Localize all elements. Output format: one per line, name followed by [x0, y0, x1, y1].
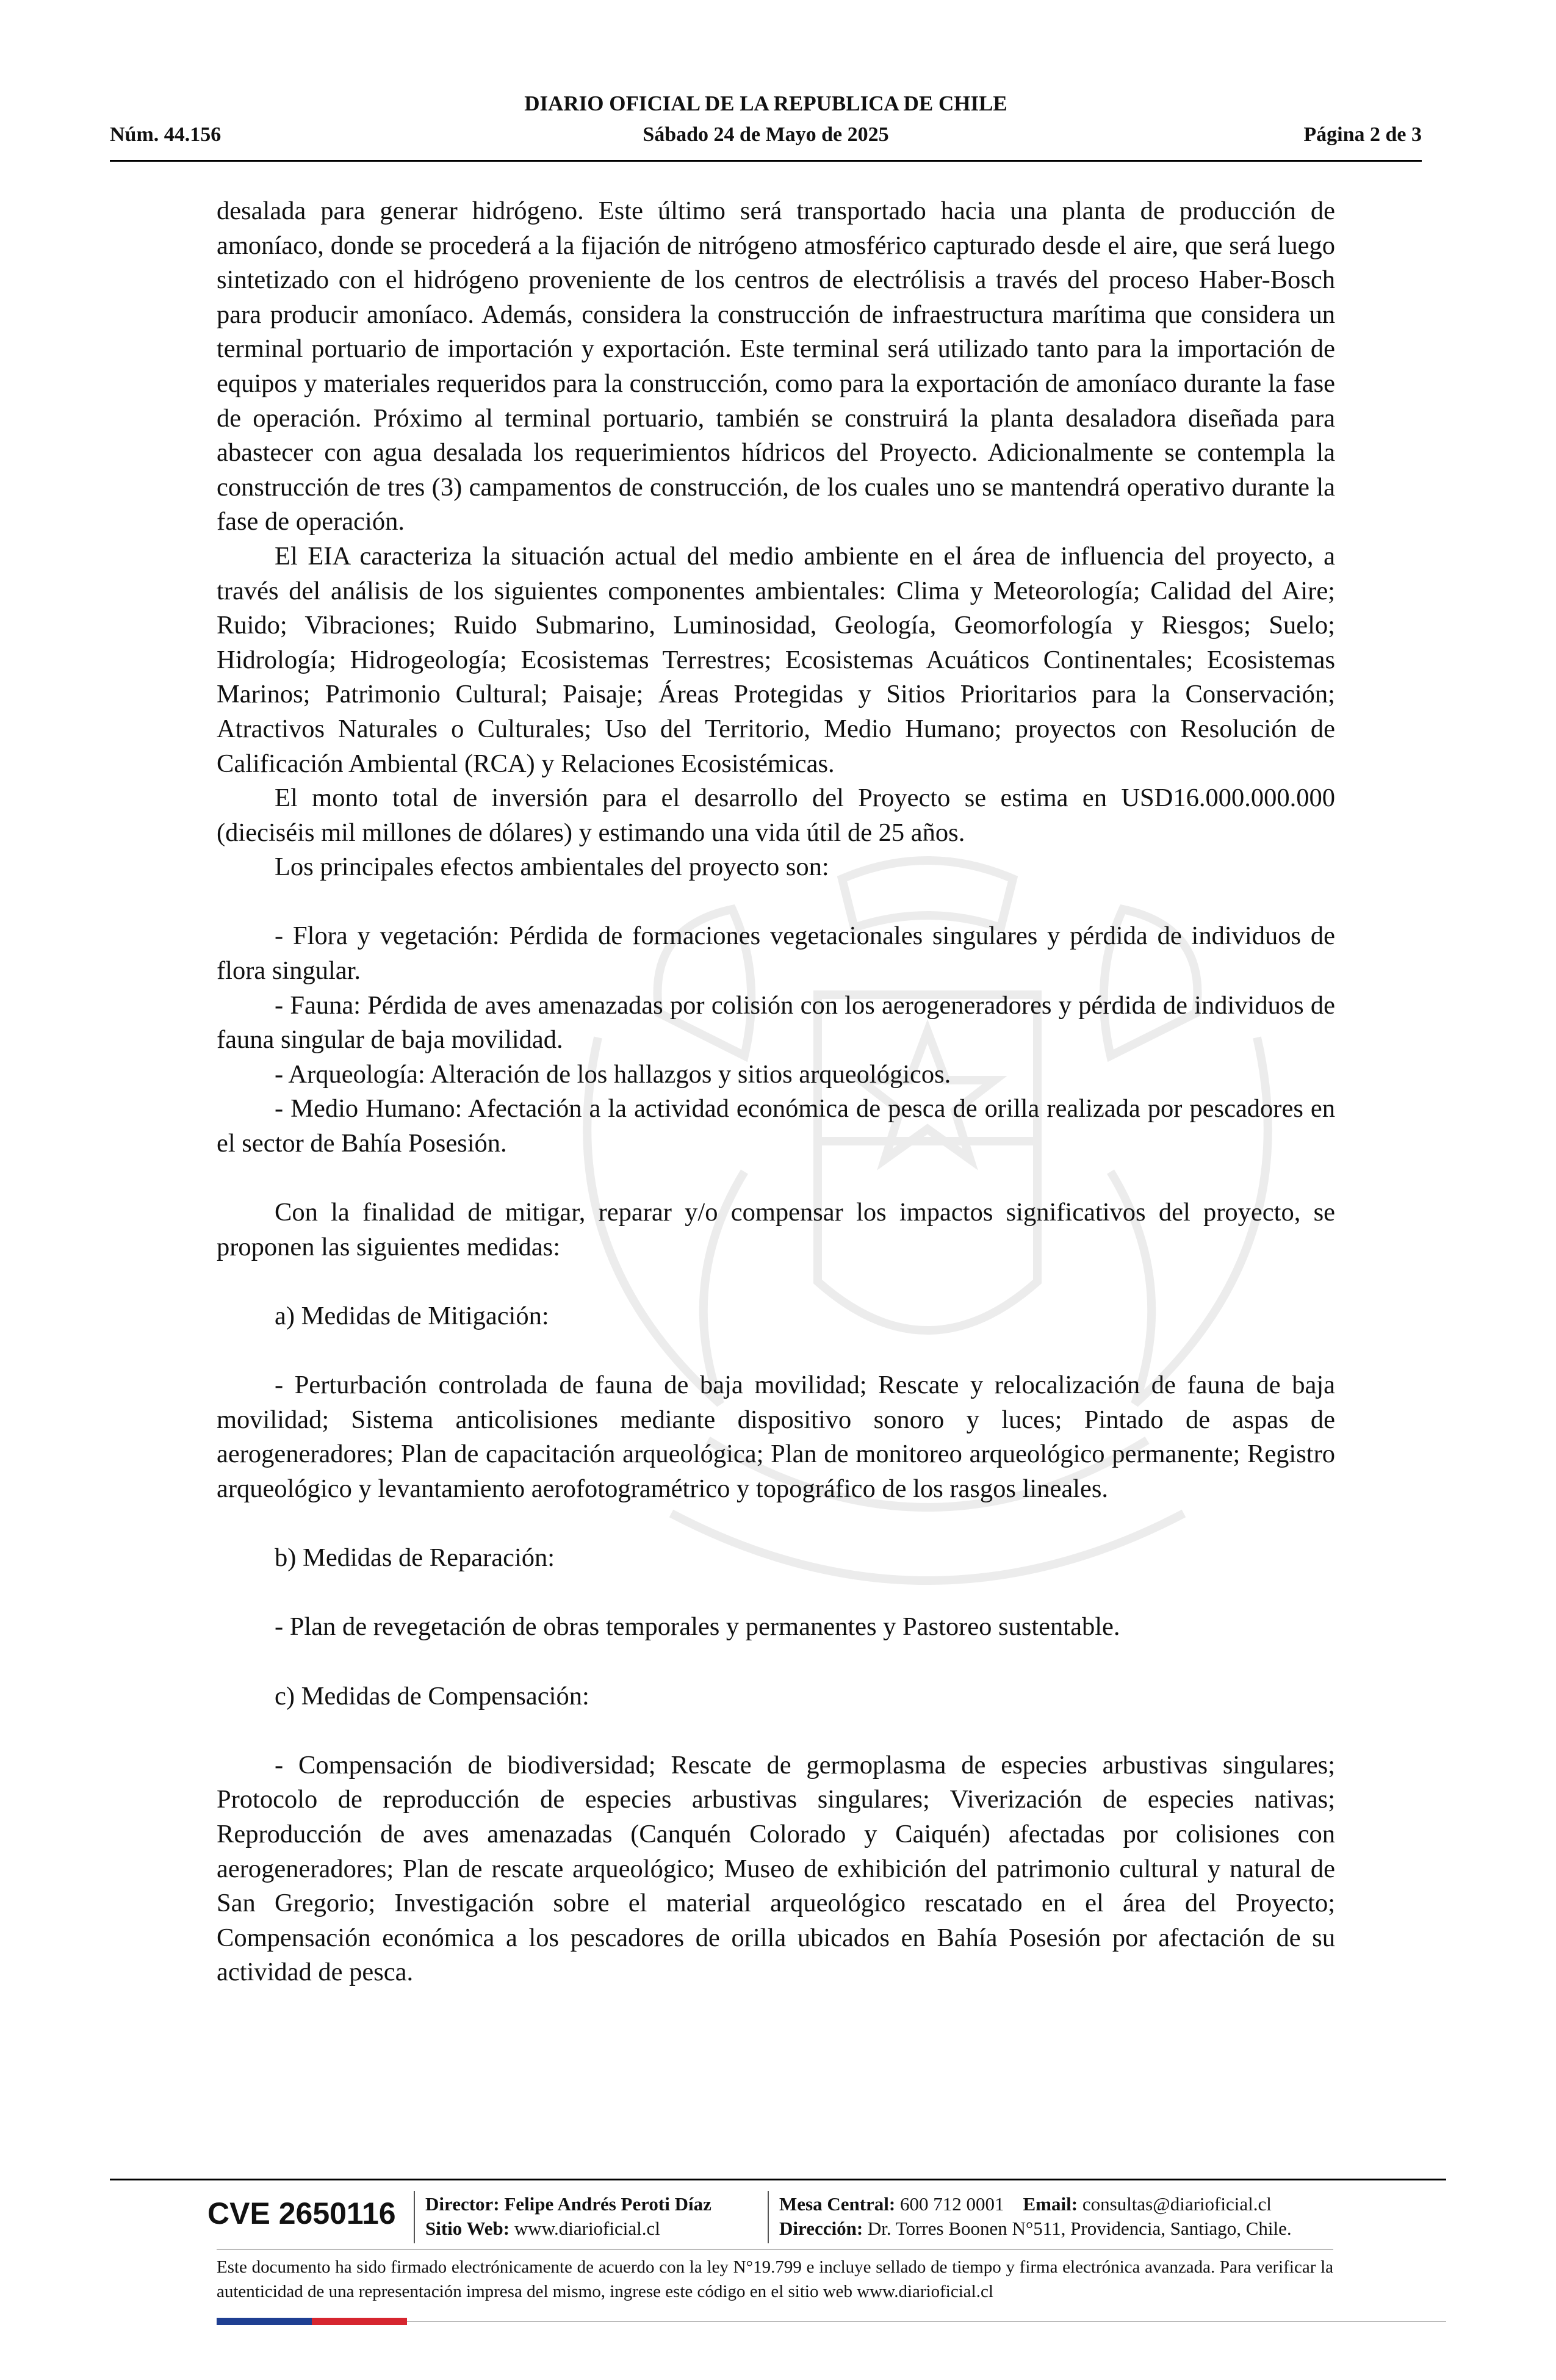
measures-compensation: - Compensación de biodiversidad; Rescate de germoplasma de especies arbustivas singulares; Protocolo de reproducción de especies arbustivas singulares; Viverización de especies nativas; Reproducción de aves amenazadas (Canquén Colorado y Caiquén) afectadas por colisiones con aerogeneradores; Plan de rescate arqueológico; Museo de exhibición del patrimonio cultural y natural de San Gregorio; Investigación sobre el material arqueológico rescatado en el área del Proyecto; Compensación económica a los pescadores de orilla ubicados en Bahía Posesión por afectación de su actividad de pesca. [217, 1750, 1335, 1987]
measures-reparation: - Plan de revegetación de obras temporales y permanentes y Pastoreo sustentable. [275, 1612, 1120, 1642]
contact-line [779, 2192, 1272, 2216]
issue-date: Sábado 24 de Mayo de 2025 [643, 123, 889, 146]
document-body [217, 194, 1335, 1990]
flag-bar-blue [217, 2318, 312, 2325]
flag-bar-red [312, 2318, 407, 2325]
mesa-label: Mesa Central: [779, 2193, 896, 2215]
effect-fauna: - Fauna: Pérdida de aves amenazadas por colisión con los aerogeneradores y pérdida de individuos de fauna singular de baja movilidad. [217, 990, 1335, 1055]
measures-mitigation: - Perturbación controlada de fauna de baja movilidad; Rescate y relocalización de fauna de baja movilidad; Sistema anticolisiones mediante dispositivo sonoro y luces; Pintado de aspas de aerogeneradores; Plan de capacitación arqueológica; Plan de monitoreo arqueológico permanente; Registro arqueológico y levantamiento aerofotogramétrico y topográfico de los rasgos lineales. [217, 1371, 1335, 1503]
website-link[interactable]: www.diarioficial.cl [514, 2218, 660, 2239]
paragraph-eia-components: El EIA caracteriza la situación actual del medio ambiente en el área de influencia del proyecto, a través del análisis de los siguientes componentes ambientales: Clima y Meteorología; Calidad del Aire; Ruido; Vibraciones; Ruido Submarino, Luminosidad, Geología, Geomorfología y Riesgos; Suelo; Hidrología; Hidrogeología; Ecosistemas Terrestres; Ecosistemas Acuáticos Continentales; Ecosistemas Marinos; Patrimonio Cultural; Paisaje; Áreas Protegidas y Sitios Prioritarios para la Conservación; Atractivos Naturales o Culturales; Uso del Territorio, Medio Humano; proyectos con Resolución de Calificación Ambiental (RCA) y Relaciones Ecosistémicas. [217, 541, 1335, 778]
address-label: Dirección: [779, 2218, 863, 2239]
address-value: Dr. Torres Boonen N°511, Providencia, Santiago, Chile. [867, 2218, 1292, 2239]
heading-reparation: b) Medidas de Reparación: [275, 1543, 555, 1573]
address-line [779, 2216, 1292, 2241]
website-line [425, 2216, 660, 2241]
effect-flora: - Flora y vegetación: Pérdida de formaciones vegetacionales singulares y pérdida de individuos de flora singular. [217, 921, 1335, 986]
heading-compensation: c) Medidas de Compensación: [275, 1681, 589, 1711]
paragraph-measures-intro: Con la finalidad de mitigar, reparar y/o compensar los impactos significativos del proyecto, se proponen las siguientes medidas: [217, 1198, 1335, 1261]
effect-human-environment: - Medio Humano: Afectación a la actividad económica de pesca de orilla realizada por pescadores en el sector de Bahía Posesión. [217, 1094, 1335, 1158]
flag-bar-gray [407, 2321, 1446, 2322]
newspaper-title: DIARIO OFICIAL DE LA REPUBLICA DE CHILE [524, 92, 1007, 115]
website-label: Sitio Web: [425, 2218, 510, 2239]
paragraph-investment: El monto total de inversión para el desarrollo del Proyecto se estima en USD16.000.000.000 (dieciséis mil millones de dólares) y estimando una vida útil de 25 años. [217, 784, 1335, 847]
heading-mitigation: a) Medidas de Mitigación: [275, 1302, 549, 1330]
page-header [110, 92, 1422, 162]
footer-divider [110, 2179, 1446, 2180]
effect-archaeology: - Arqueología: Alteración de los hallazgos y sitios arqueológicos. [275, 1059, 951, 1089]
page-indicator: Página 2 de 3 [1303, 123, 1422, 146]
cve-code: CVE 2650116 [207, 2196, 396, 2230]
legal-notice: Este documento ha sido firmado electrónicamente de acuerdo con la ley N°19.799 e incluye sellado de tiempo y firma electrónica avanzada. Para verificar la autenticidad de una representación impresa del mismo, ingrese este código en el sitio web www.diarioficial.cl [217, 2257, 1333, 2301]
footer-separator [768, 2191, 769, 2243]
footer-separator [414, 2191, 415, 2243]
paragraph-project-description: desalada para generar hidrógeno. Este último será transportado hacia una planta de producción de amoníaco, donde se procederá a la fijación de nitrógeno atmosférico capturado desde el aire, que será luego sintetizado con el hidrógeno proveniente de los centros de electrólisis a través del proceso Haber-Bosch para producir amoníaco. Además, considera la construcción de infraestructura marítima que considera un terminal portuario de importación y exportación. Este terminal será utilizado tanto para la importación de equipos y materiales requeridos para la construcción, como para la exportación de amoníaco durante la fase de operación. Próximo al terminal portuario, también se construirá la planta desaladora diseñada para abastecer con agua desalada los requerimientos hídricos del Proyecto. Adicionalmente se contempla la construcción de tres (3) campamentos de construcción, de los cuales uno se mantendrá operativo durante la fase de operación. [217, 197, 1335, 536]
director-name: Felipe Andrés Peroti Díaz [504, 2193, 711, 2215]
mesa-phone: 600 712 0001 [900, 2193, 1004, 2215]
issue-number: Núm. 44.156 [110, 123, 222, 146]
email-label: Email: [1023, 2193, 1078, 2215]
director-line [425, 2192, 711, 2216]
director-label: Director: [425, 2193, 500, 2215]
footer-inner-divider [217, 2249, 1333, 2250]
paragraph-effects-intro: Los principales efectos ambientales del proyecto son: [275, 853, 829, 882]
email-link[interactable]: consultas@diarioficial.cl [1082, 2193, 1272, 2215]
